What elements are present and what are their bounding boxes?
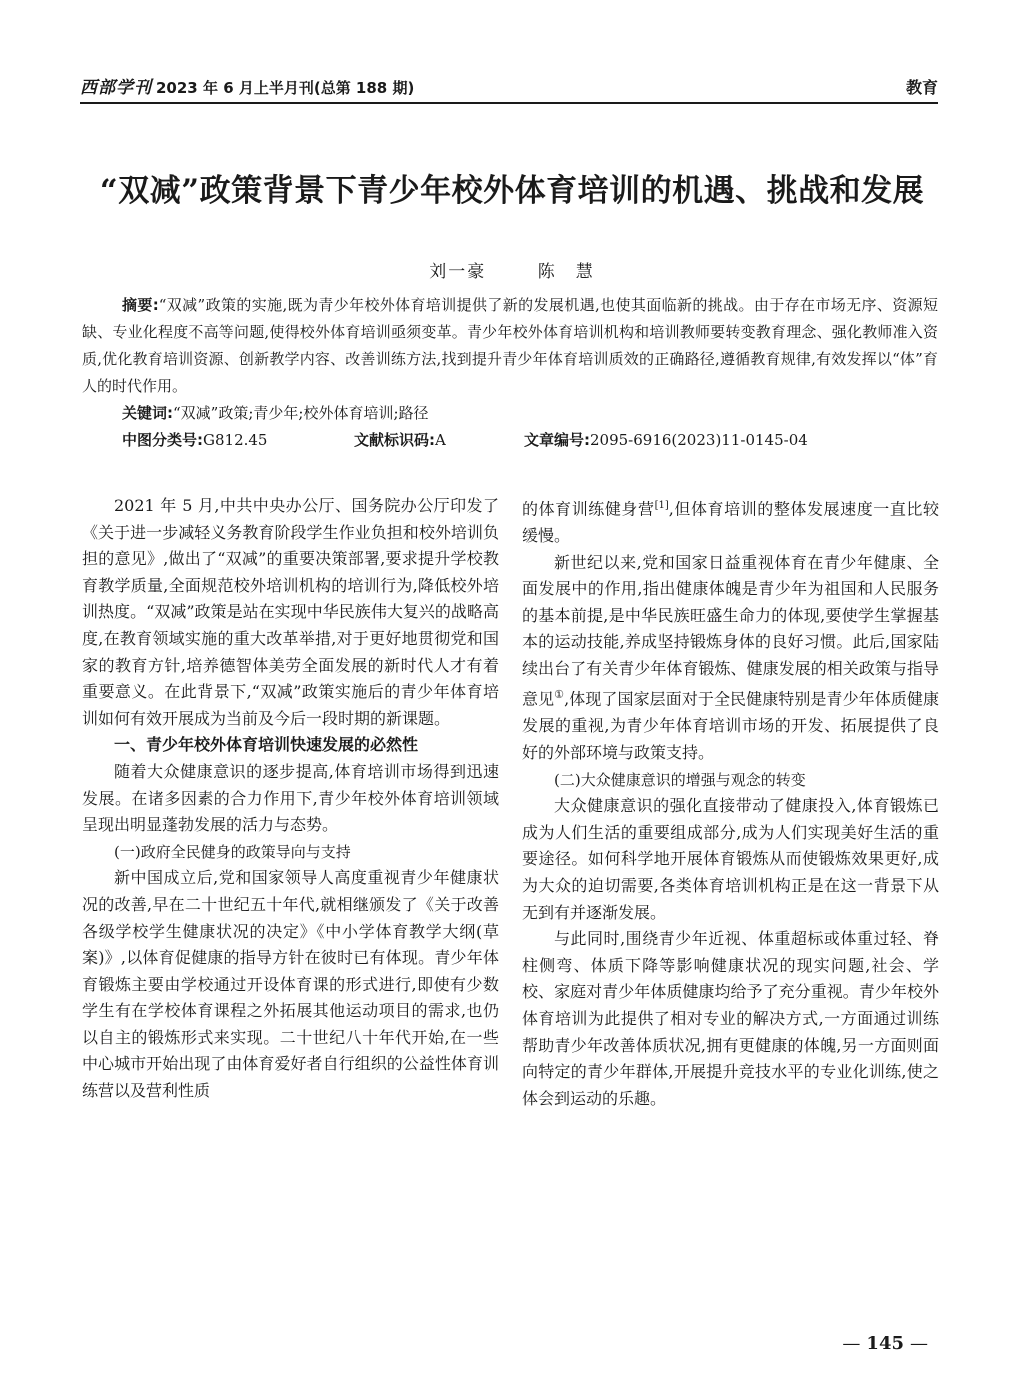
running-header (80, 70, 938, 104)
paragraph-text: ,但体育培训的整体发展速度一直比较缓慢。 (522, 499, 939, 545)
issue-info: 2023 年 6 月上半月刊(总第 188 期) (156, 79, 415, 97)
abstract-block (82, 292, 938, 454)
paragraph: 大众健康意识的强化直接带动了健康投入,体育锻炼已成为人们生活的重要组成部分,成为人们实现美好生活的重要途径。如何科学地开展体育锻炼从而使锻炼效果更好,成为大众的迫切需要,各类体育培训机构正是在这一背景下从无到有并逐渐发展。 (522, 796, 939, 922)
paragraph (522, 550, 939, 767)
paragraph (522, 493, 939, 550)
subsection-heading: (二)大众健康意识的增强与观念的转变 (554, 770, 806, 789)
section-name: 教育 (905, 78, 938, 97)
paragraph-text: ,体现了国家层面对于全民健康特别是青少年体质健康发展的重视,为青少年体育培训市场的开发、拓展提供了良好的外部环境与政策支持。 (522, 689, 939, 762)
author-name: 刘一豪 (429, 262, 487, 282)
authors (0, 257, 1024, 282)
journal-logo: 西部学刊 (80, 78, 152, 98)
article-number (524, 427, 808, 454)
footnote-ref: ① (554, 688, 565, 702)
page-number: — 145 — (842, 1333, 928, 1354)
clc-label: 中图分类号: (122, 431, 203, 449)
section-heading: 一、青少年校外体育培训快速发展的必然性 (114, 735, 419, 755)
classification-row (82, 427, 938, 454)
subsection-heading: (一)政府全民健身的政策导向与支持 (114, 842, 351, 861)
page-number-value: 145 (866, 1333, 904, 1354)
doc-label: 文献标识码: (354, 431, 435, 449)
article-title: “双减”政策背景下青少年校外体育培训的机遇、挑战和发展 (99, 173, 925, 209)
keywords-text: “双减”政策;青少年;校外体育培训;路径 (173, 404, 429, 422)
citation-ref: [1] (654, 500, 669, 511)
header-left (80, 73, 414, 98)
article-label: 文章编号: (524, 431, 590, 449)
paragraph: 2021 年 5 月,中共中央办公厅、国务院办公厅印发了《关于进一步减轻义务教育阶段学生作业负担和校外培训负担的意见》,做出了“双减”的重要决策部署,要求提升学校教育教学质量,全面规范校外培训机构的培训行为,降低校外培训热度。“双减”政策是站在实现中华民族伟大复兴的战略高度,在教育领域实施的重大改革举措,对于更好地贯彻党和国家的教育方针,培养德智体美劳全面发展的新时代人才有着重要意义。在此背景下,“双减”政策实施后的青少年体育培训如何有效开展成为当前及今后一段时期的新课题。 (82, 496, 499, 728)
body-column-right (522, 493, 939, 1112)
clc-value: G812.45 (203, 431, 268, 449)
keywords (82, 400, 938, 427)
paragraph: 与此同时,围绕青少年近视、体重超标或体重过轻、脊柱侧弯、体质下降等影响健康状况的现实问题,社会、学校、家庭对青少年体质健康均给予了充分重视。青少年校外体育培训为此提供了相对专业的解决方式,一方面通过训练帮助青少年改善体质状况,拥有更健康的体魄,另一方面则面向特定的青少年群体,开展提升竞技水平的专业化训练,使之体会到运动的乐趣。 (522, 929, 939, 1108)
article-value: 2095-6916(2023)11-0145-04 (590, 431, 808, 449)
paragraph: 新中国成立后,党和国家领导人高度重视青少年健康状况的改善,早在二十世纪五十年代,就相继颁发了《关于改善各级学校学生健康状况的决定》《中小学体育教学大纲(草案)》,以体育促健康的指导方针在彼时已有体现。青少年体育锻炼主要由学校通过开设体育课的形式进行,即使有少数学生有在学校体育课程之外拓展其他运动项目的需求,也仍以自主的锻炼形式来实现。二十世纪八十年代开始,在一些中心城市开始出现了由体育爱好者自行组织的公益性体育训练营以及营利性质 (82, 868, 499, 1101)
doc-value: A (435, 431, 446, 449)
paragraph-text: 的体育训练健身营 (522, 499, 655, 519)
abstract (82, 292, 938, 400)
abstract-label: 摘要: (122, 296, 159, 314)
doc-code (354, 427, 524, 454)
paragraph: 随着大众健康意识的逐步提高,体育培训市场得到迅速发展。在诸多因素的合力作用下,青少年校外体育培训领域呈现出明显蓬勃发展的活力与态势。 (82, 761, 499, 835)
paragraph-text: 新世纪以来,党和国家日益重视体育在青少年健康、全面发展中的作用,指出健康体魄是青少年为祖国和人民服务的基本前提,是中华民族旺盛生命力的体现,要使学生掌握基本的运动技能,养成坚持锻炼身体的良好习惯。此后,国家陆续出台了有关青少年体育锻炼、健康发展的相关政策与指导意见 (522, 552, 939, 709)
keywords-label: 关键词: (122, 404, 173, 422)
clc-code (122, 427, 354, 454)
body-column-left (82, 493, 499, 1105)
author-name: 陈 慧 (537, 262, 595, 282)
abstract-text: “双减”政策的实施,既为青少年校外体育培训提供了新的发展机遇,也使其面临新的挑战。由于存在市场无序、资源短缺、专业化程度不高等问题,使得校外体育培训亟须变革。青少年校外体育培训机构和培训教师要转变教育理念、强化教师准入资质,优化教育培训资源、创新教学内容、改善训练方法,找到提升青少年体育培训质效的正确路径,遵循教育规律,有效发挥以“体”育人的时代作用。 (82, 296, 938, 395)
